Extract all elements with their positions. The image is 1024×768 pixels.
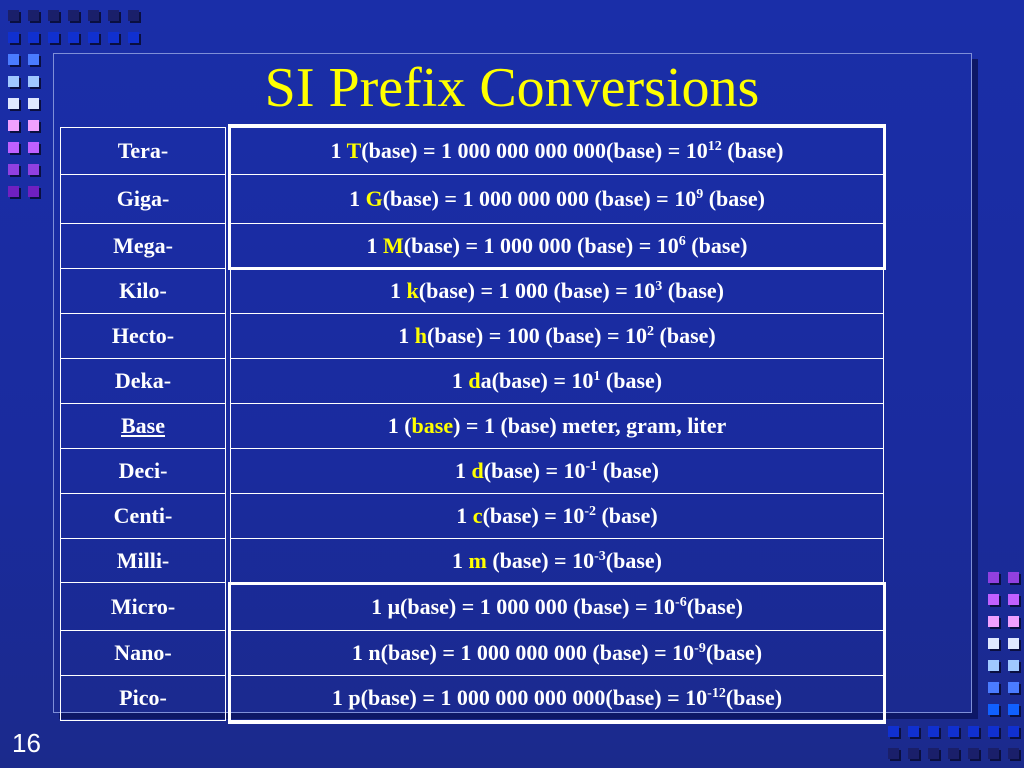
decorative-square bbox=[1008, 748, 1019, 759]
conversion-text bbox=[231, 359, 884, 404]
conversion-tail: (base) bbox=[725, 685, 783, 710]
slide-number: 16 bbox=[12, 728, 41, 758]
prefix-symbol: d bbox=[471, 458, 484, 483]
decorative-square bbox=[888, 748, 899, 759]
decorative-square bbox=[968, 748, 979, 759]
exponent: 9 bbox=[696, 187, 704, 202]
decorative-square bbox=[28, 142, 39, 153]
exponent: -2 bbox=[584, 504, 596, 519]
conversion-body: (base) = 1 000 000 000 (base) = 10 bbox=[382, 186, 697, 211]
decorative-square bbox=[948, 726, 959, 737]
conversion-text bbox=[231, 269, 884, 314]
prefix-name: Deka- bbox=[61, 359, 226, 404]
conversion-tail: (base) bbox=[686, 593, 743, 619]
prefix-name: Hecto- bbox=[61, 314, 226, 359]
prefix-row bbox=[61, 175, 226, 224]
decorative-square bbox=[1008, 704, 1019, 715]
decorative-square bbox=[928, 748, 939, 759]
conversion-lead: 1 bbox=[390, 278, 407, 303]
prefix-row bbox=[61, 359, 226, 404]
exponent: -9 bbox=[694, 641, 706, 656]
conversion-tail: (base) bbox=[721, 138, 784, 163]
conversion-row bbox=[231, 224, 884, 269]
prefix-symbol: k bbox=[406, 278, 419, 303]
decorative-square bbox=[108, 32, 119, 43]
decorative-square bbox=[988, 572, 999, 583]
prefix-name: Tera- bbox=[61, 128, 226, 175]
exponent: -6 bbox=[675, 594, 687, 610]
exponent: -3 bbox=[594, 548, 606, 564]
conversion-lead: 1 p(base) = 1 000 000 000 000(base) = 10 bbox=[331, 685, 708, 710]
decorative-square bbox=[8, 10, 19, 21]
exponent: 12 bbox=[707, 139, 722, 154]
conversion-text bbox=[231, 175, 884, 224]
conversion-lead: 1 bbox=[451, 368, 469, 393]
conversion-lead: 1 bbox=[452, 547, 469, 573]
decorative-square bbox=[88, 10, 99, 21]
decorative-square bbox=[68, 10, 79, 21]
decorative-square bbox=[1008, 638, 1019, 649]
decorative-square bbox=[1008, 616, 1019, 627]
decorative-square bbox=[1008, 726, 1019, 737]
conversion-row bbox=[231, 539, 884, 583]
conversion-lead: 1 bbox=[330, 138, 347, 163]
decorative-square bbox=[28, 186, 39, 197]
decorative-square bbox=[128, 10, 139, 21]
decorative-square bbox=[8, 142, 19, 153]
conversion-lead: 1 bbox=[349, 186, 366, 211]
exponent: 2 bbox=[647, 324, 655, 339]
conversion-text bbox=[231, 449, 884, 494]
conversion-row bbox=[231, 128, 884, 175]
decorative-square bbox=[28, 10, 39, 21]
conversion-tail: (base) bbox=[703, 186, 765, 211]
prefix-name: Pico- bbox=[61, 676, 226, 721]
decorative-square bbox=[1008, 660, 1019, 671]
conversion-text bbox=[231, 128, 884, 175]
decorative-square bbox=[48, 10, 59, 21]
prefix-name: Deci- bbox=[61, 449, 226, 494]
prefix-name: Milli- bbox=[61, 539, 226, 583]
prefix-row bbox=[61, 631, 226, 676]
decorative-square bbox=[928, 726, 939, 737]
conversion-body: a(base) = 10 bbox=[480, 368, 594, 393]
conversion-text bbox=[231, 539, 884, 583]
conversion-lead: 1 bbox=[398, 323, 415, 348]
conversion-text bbox=[231, 494, 884, 539]
prefix-symbol: M bbox=[383, 233, 404, 258]
conversion-row bbox=[231, 404, 884, 449]
prefix-name: Base bbox=[61, 404, 226, 449]
exponent: -1 bbox=[585, 459, 598, 474]
decorative-square bbox=[888, 726, 899, 737]
conversion-text bbox=[231, 583, 884, 631]
conversion-body: (base) = 10 bbox=[486, 547, 595, 573]
prefix-name: Kilo- bbox=[61, 269, 226, 314]
conversion-row bbox=[231, 269, 884, 314]
decorative-square bbox=[1008, 572, 1019, 583]
conversion-row bbox=[231, 494, 884, 539]
conversion-row bbox=[231, 314, 884, 359]
conversion-row bbox=[231, 449, 884, 494]
prefix-row bbox=[61, 676, 226, 721]
conversion-body: (base) = 10 bbox=[482, 503, 585, 528]
conversion-body: ) = 1 (base) meter, gram, liter bbox=[453, 413, 727, 438]
conversion-lead: 1 ( bbox=[387, 413, 412, 438]
conversion-tail: (base) bbox=[654, 323, 716, 348]
decorative-square bbox=[28, 164, 39, 175]
decorative-square bbox=[68, 32, 79, 43]
prefix-name: Nano- bbox=[61, 631, 226, 676]
prefix-name: Centi- bbox=[61, 494, 226, 539]
decorative-square bbox=[988, 748, 999, 759]
decorative-square bbox=[908, 748, 919, 759]
prefix-symbol: base bbox=[411, 413, 454, 438]
prefix-row bbox=[61, 404, 226, 449]
conversion-text bbox=[231, 224, 884, 269]
conversion-row bbox=[231, 631, 884, 676]
decorative-square bbox=[968, 726, 979, 737]
decorative-square bbox=[908, 726, 919, 737]
prefix-row bbox=[61, 224, 226, 269]
conversion-tail: (base) bbox=[600, 368, 663, 393]
conversion-lead: 1 n(base) = 1 000 000 000 (base) = 10 bbox=[351, 640, 695, 665]
decorative-square bbox=[1008, 594, 1019, 605]
prefix-row bbox=[61, 128, 226, 175]
prefix-table bbox=[60, 127, 226, 721]
conversion-lead: 1 bbox=[455, 458, 472, 483]
conversion-text bbox=[231, 314, 884, 359]
conversion-body: (base) = 1 000 000 (base) = 10 bbox=[403, 233, 679, 258]
prefix-row bbox=[61, 314, 226, 359]
prefix-name: Micro- bbox=[61, 583, 226, 631]
prefix-symbol: c bbox=[472, 503, 483, 528]
exponent: -12 bbox=[707, 686, 726, 701]
prefix-row bbox=[61, 449, 226, 494]
conversion-tail: (base) bbox=[705, 640, 763, 665]
conversion-row bbox=[231, 359, 884, 404]
conversion-lead: 1 μ(base) = 1 000 000 (base) = 10 bbox=[371, 593, 676, 619]
prefix-row bbox=[61, 494, 226, 539]
prefix-row bbox=[61, 583, 226, 631]
decorative-square bbox=[988, 726, 999, 737]
conversion-row bbox=[231, 583, 884, 631]
decorative-square bbox=[128, 32, 139, 43]
decorative-square bbox=[48, 32, 59, 43]
prefix-name: Giga- bbox=[61, 175, 226, 224]
conversion-tail: (base) bbox=[662, 278, 724, 303]
decorative-square bbox=[8, 186, 19, 197]
prefix-symbol: m bbox=[468, 547, 487, 573]
conversion-body: (base) = 1 000 000 000 000(base) = 10 bbox=[361, 138, 708, 163]
prefix-name: Mega- bbox=[61, 224, 226, 269]
decorative-square bbox=[8, 32, 19, 43]
conversion-tail: (base) bbox=[595, 503, 658, 528]
prefix-symbol: G bbox=[365, 186, 383, 211]
conversion-lead: 1 bbox=[456, 503, 473, 528]
prefix-symbol: d bbox=[468, 368, 481, 393]
exponent: 3 bbox=[655, 279, 663, 294]
decorative-square bbox=[88, 32, 99, 43]
prefix-symbol: T bbox=[346, 138, 362, 163]
prefix-row bbox=[61, 269, 226, 314]
decorative-square bbox=[8, 164, 19, 175]
decorative-square bbox=[988, 660, 999, 671]
conversion-row bbox=[231, 676, 884, 721]
decorative-square bbox=[948, 748, 959, 759]
decorative-square bbox=[988, 616, 999, 627]
conversion-body: (base) = 100 (base) = 10 bbox=[427, 323, 648, 348]
conversion-lead: 1 bbox=[366, 233, 383, 258]
prefix-symbol: h bbox=[414, 323, 428, 348]
decorative-square bbox=[108, 10, 119, 21]
slide-title: SI Prefix Conversions bbox=[264, 57, 760, 119]
conversion-tail: (base) bbox=[597, 458, 659, 483]
decorative-square bbox=[1008, 682, 1019, 693]
conversion-text bbox=[231, 631, 884, 676]
conversion-table bbox=[230, 127, 884, 721]
conversion-text bbox=[231, 676, 884, 721]
decorative-square bbox=[988, 704, 999, 715]
exponent: 1 bbox=[593, 369, 601, 384]
exponent: 6 bbox=[678, 234, 686, 249]
conversion-body: (base) = 10 bbox=[483, 458, 586, 483]
conversion-row bbox=[231, 175, 884, 224]
prefix-row bbox=[61, 539, 226, 583]
conversion-text bbox=[231, 404, 884, 449]
conversion-body: (base) = 1 000 (base) = 10 bbox=[418, 278, 656, 303]
decorative-square bbox=[988, 682, 999, 693]
conversion-tail: (base) bbox=[605, 547, 662, 573]
conversion-tail: (base) bbox=[685, 233, 748, 258]
decorative-square bbox=[28, 32, 39, 43]
decorative-square bbox=[988, 638, 999, 649]
decorative-square bbox=[988, 594, 999, 605]
